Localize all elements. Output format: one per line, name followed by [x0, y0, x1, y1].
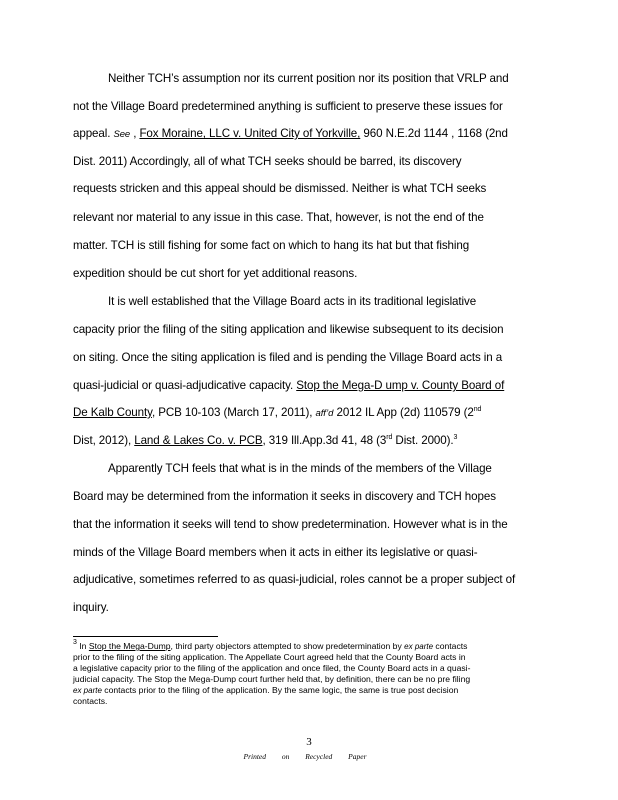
- footnote-line: [73, 696, 558, 707]
- body-line: [73, 127, 543, 142]
- text-run: minds of the Village Board members when it acts in either its legislative or quasi-: [73, 546, 478, 559]
- footnote-line: [73, 663, 558, 674]
- superscript: rd: [386, 434, 393, 441]
- footnote-line: [73, 674, 558, 685]
- text-run: judicial capacity. The Stop the Mega-Dump court further held that, by definition, there can be no pre filing: [73, 674, 471, 684]
- text-run: , PCB 10-103 (March 17, 2011),: [151, 406, 316, 419]
- text-run: Apparently TCH feels that what is in the minds of the members of the Village: [108, 462, 492, 475]
- text-run: 2012 IL App (2d) 110579 (2: [333, 406, 474, 419]
- footnote-line: [73, 641, 558, 652]
- text-run: capacity prior the filing of the siting application and likewise subsequent to its decision: [73, 323, 504, 336]
- text-run: a legislative capacity prior to the filing of the application and once filed, the County Board acts in a quasi-: [73, 663, 471, 673]
- text-run: Board may be determined from the information it seeks in discovery and TCH hopes: [73, 490, 496, 503]
- body-line: [73, 601, 543, 615]
- italic-term: See: [113, 129, 131, 140]
- text-run: expedition should be cut short for yet additional reasons.: [73, 267, 358, 280]
- text-run: Dist. 2011) Accordingly, all of what TCH seeks should be barred, its discovery: [73, 155, 462, 168]
- body-line: [108, 295, 578, 309]
- text-run: quasi-judicial or quasi-adjudicative capacity.: [73, 379, 297, 392]
- text-run: appeal.: [73, 127, 114, 140]
- text-run: contacts.: [73, 696, 108, 706]
- superscript: 3: [453, 434, 458, 441]
- case-citation: De Kalb County: [73, 406, 152, 419]
- text-run: 960 N.E.2d 1144 , 1168 (2nd: [360, 127, 508, 140]
- superscript: 3: [73, 639, 77, 646]
- body-line: [73, 155, 543, 169]
- body-line: [73, 182, 543, 196]
- text-run: ,: [130, 127, 140, 140]
- case-citation: Stop the Mega-Dump: [88, 641, 171, 651]
- body-line: [73, 518, 543, 532]
- body-line: [73, 573, 543, 587]
- footnote-separator: [73, 636, 218, 637]
- case-citation: Stop the Mega-D ump v. County Board of: [296, 379, 505, 392]
- body-line: [73, 239, 543, 253]
- text-run: requests stricken and this appeal should be dismissed. Neither is what TCH seeks: [73, 182, 487, 195]
- body-line: [73, 100, 543, 114]
- text-run: , 319 Ill.App.3d 41, 48 (3: [262, 434, 387, 447]
- case-citation: Land & Lakes Co. v. PCB: [134, 434, 263, 447]
- text-run: Dist. 2000).: [392, 434, 454, 447]
- body-line: [73, 434, 543, 448]
- text-run: relevant nor material to any issue in this case. That, however, is not the end of the: [73, 211, 484, 224]
- body-line: [108, 72, 578, 86]
- body-line: [73, 490, 543, 504]
- text-run: Dist, 2012),: [73, 434, 135, 447]
- text-run: not the Village Board predetermined anything is sufficient to preserve these issues for: [73, 100, 503, 113]
- text-run: , third party objectors attempted to show predetermination by: [170, 641, 405, 651]
- text-run: contacts: [433, 641, 468, 651]
- body-line: [73, 351, 543, 365]
- body-line: [73, 379, 543, 393]
- text-run: inquiry.: [73, 601, 109, 614]
- italic-term: ex parte: [404, 642, 434, 651]
- text-run: Neither TCH’s assumption nor its current position nor its position that VRLP and: [108, 72, 509, 85]
- body-line: [108, 462, 578, 476]
- body-line: [73, 406, 543, 421]
- footnote-line: [73, 652, 558, 663]
- text-run: matter. TCH is still fishing for some fact on which to hang its hat but that fishing: [73, 239, 470, 252]
- text-run: contacts prior to the filing of the application. By the same logic, the same is true post decision: [101, 685, 459, 695]
- italic-term: ex parte: [73, 686, 102, 695]
- text-run: adjudicative, sometimes referred to as quasi-judicial, roles cannot be a proper subject of: [73, 573, 516, 586]
- text-run: on siting. Once the siting application is filed and is pending the Village Board acts in a: [73, 351, 503, 364]
- text-run: that the information it seeks will tend to show predetermination. However what is in the: [73, 518, 508, 531]
- footnote-line: [73, 685, 558, 696]
- body-line: [73, 546, 543, 560]
- body-line: [73, 267, 543, 281]
- body-line: [73, 323, 543, 337]
- body-line: [73, 211, 543, 225]
- page-number: 3: [306, 736, 312, 748]
- italic-term: aff’d: [315, 408, 334, 419]
- text-run: It is well established that the Village Board acts in its traditional legislative: [108, 295, 477, 308]
- case-citation: Fox Moraine, LLC v. United City of Yorkville,: [139, 127, 361, 140]
- text-run: prior to the filing of the siting application. The Appellate Court agreed held that the County Board acts in: [73, 652, 466, 662]
- superscript: nd: [473, 406, 482, 413]
- footer-recycled-paper: Printed on Recycled Paper: [243, 752, 367, 761]
- text-run: In: [76, 641, 89, 651]
